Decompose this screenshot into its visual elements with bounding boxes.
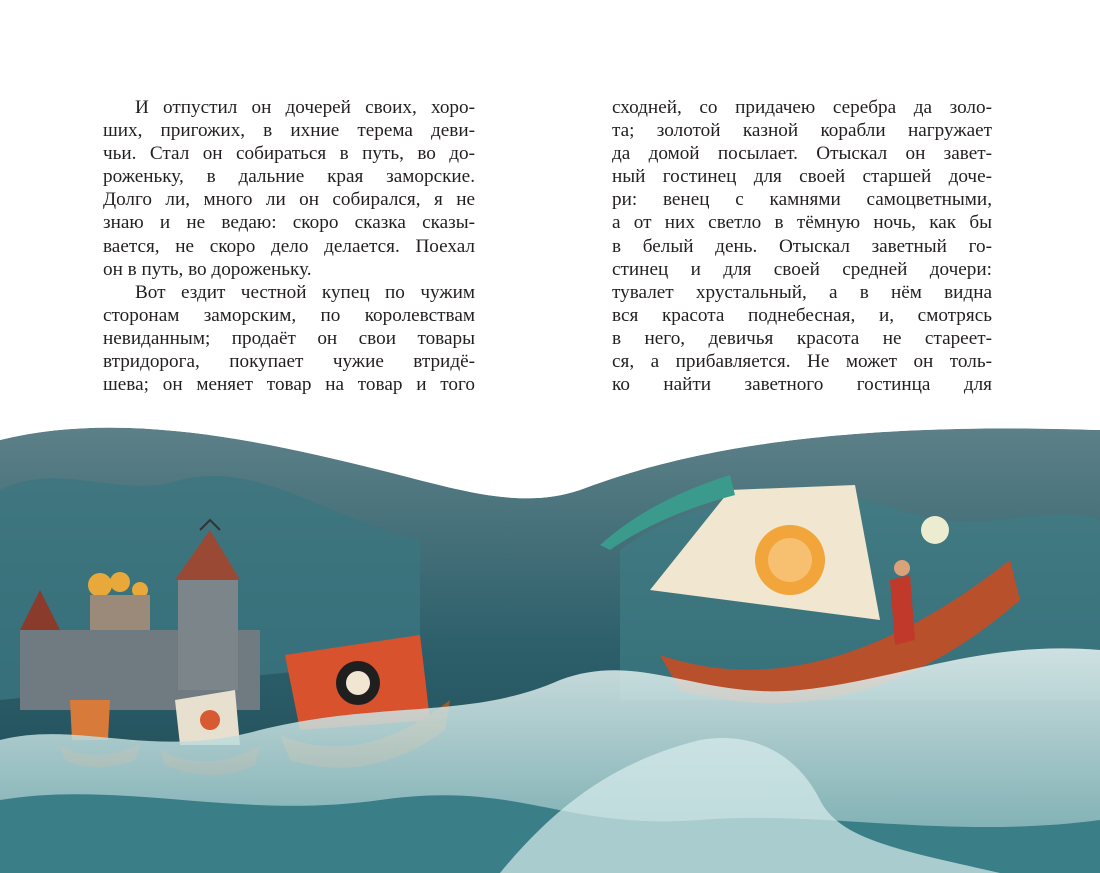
text-line: Вот ездит честной купец по чужим: [135, 281, 475, 303]
text-line: ко найти заветного гостинца для: [612, 374, 992, 396]
text-line: шева; он меняет товар на товар и того: [103, 374, 475, 396]
sea-ships-illustration: [0, 400, 1100, 873]
text-line: ся, а прибавляется. Не может он толь-: [612, 351, 992, 373]
text-line: И отпустил он дочерей своих, хоро-: [135, 97, 475, 118]
text-line: в белый день. Отыскал заветный го-: [612, 235, 992, 257]
text-line: в него, девичья красота не стареет-: [612, 327, 992, 349]
text-line: Долго ли, много ли он собирался, я не: [103, 189, 475, 211]
text-line: а от них светло в тёмную ночь, как бы: [612, 212, 992, 234]
text-line: сторонам заморским, по королевствам: [103, 304, 475, 326]
text-line: ный гостинец для своей старшей доче-: [612, 166, 992, 188]
text-line: та; золотой казной корабли нагружает: [612, 120, 992, 142]
text-line: тувалет хрустальный, а в нём видна: [612, 281, 992, 303]
text-line: чьи. Стал он собираться в путь, во до-: [103, 143, 475, 165]
left-text-column: [103, 96, 475, 396]
text-line: втридорога, покупает чужие втридё-: [103, 351, 475, 373]
text-line: вается, не скоро дело делается. Поехал: [103, 235, 475, 257]
text-line: стинец и для своей средней дочери:: [612, 258, 992, 280]
text-line: роженьку, в дальние края заморские.: [103, 166, 475, 188]
text-line: знаю и не ведаю: скоро сказка сказы-: [103, 212, 475, 234]
text-line: да домой посылает. Отыскал он завет-: [612, 143, 992, 165]
text-line: невиданным; продаёт он свои товары: [103, 327, 475, 349]
text-line: вся красота поднебесная, и, смотрясь: [612, 304, 992, 326]
text-line: он в путь, во дороженьку.: [103, 258, 312, 280]
right-text-column: [612, 96, 992, 396]
text-line: сходней, со придачею серебра да золо-: [612, 97, 992, 118]
text-line: ри: венец с камнями самоцветными,: [612, 189, 992, 211]
text-line: ших, пригожих, в ихние терема деви-: [103, 120, 475, 142]
